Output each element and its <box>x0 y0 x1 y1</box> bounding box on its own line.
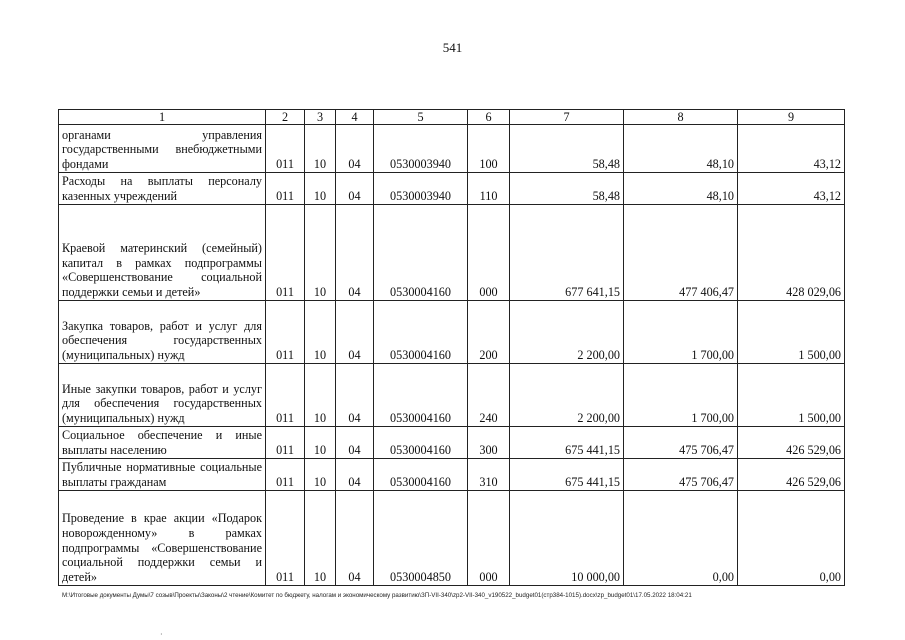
column-header-2: 2 <box>266 110 305 125</box>
budget-table <box>58 109 845 586</box>
cell-col2: 011 <box>266 427 305 459</box>
column-header-8: 8 <box>624 110 738 125</box>
cell-col4: 04 <box>336 301 374 364</box>
cell-col4: 04 <box>336 173 374 205</box>
cell-col6: 000 <box>468 491 510 586</box>
cell-col5: 0530004160 <box>374 301 468 364</box>
table-row <box>59 173 845 205</box>
cell-col8: 1 700,00 <box>624 364 738 427</box>
table-header-row <box>59 110 845 125</box>
cell-col2: 011 <box>266 459 305 491</box>
cell-col6: 110 <box>468 173 510 205</box>
column-header-4: 4 <box>336 110 374 125</box>
cell-col8: 1 700,00 <box>624 301 738 364</box>
cell-col9: 43,12 <box>738 173 845 205</box>
cell-col5: 0530004160 <box>374 364 468 427</box>
cell-col8: 475 706,47 <box>624 427 738 459</box>
cell-col9: 428 029,06 <box>738 205 845 301</box>
row-name: органами управления государственными внебюджетными фондами <box>59 125 266 173</box>
table-row <box>59 301 845 364</box>
cell-col4: 04 <box>336 364 374 427</box>
row-name: Социальное обеспечение и иные выплаты населению <box>59 427 266 459</box>
row-name: Краевой материнский (семейный) капитал в рамках подпрограммы «Совершенствование социальной поддержки семьи и детей» <box>59 205 266 301</box>
cell-col4: 04 <box>336 459 374 491</box>
cell-col8: 48,10 <box>624 125 738 173</box>
cell-col7: 58,48 <box>510 173 624 205</box>
cell-col7: 675 441,15 <box>510 459 624 491</box>
cell-col6: 100 <box>468 125 510 173</box>
cell-col4: 04 <box>336 125 374 173</box>
cell-col7: 2 200,00 <box>510 364 624 427</box>
cell-col3: 10 <box>305 301 336 364</box>
cell-col2: 011 <box>266 125 305 173</box>
cell-col2: 011 <box>266 205 305 301</box>
cell-col8: 477 406,47 <box>624 205 738 301</box>
cell-col6: 300 <box>468 427 510 459</box>
column-header-5: 5 <box>374 110 468 125</box>
cell-col9: 43,12 <box>738 125 845 173</box>
cell-col8: 48,10 <box>624 173 738 205</box>
cell-col8: 475 706,47 <box>624 459 738 491</box>
cell-col3: 10 <box>305 491 336 586</box>
cell-col2: 011 <box>266 491 305 586</box>
stray-mark: · <box>160 630 163 639</box>
cell-col5: 0530004160 <box>374 427 468 459</box>
row-name: Закупка товаров, работ и услуг для обеспечения государственных (муниципальных) нужд <box>59 301 266 364</box>
cell-col2: 011 <box>266 173 305 205</box>
cell-col9: 426 529,06 <box>738 459 845 491</box>
cell-col4: 04 <box>336 205 374 301</box>
cell-col3: 10 <box>305 205 336 301</box>
cell-col4: 04 <box>336 427 374 459</box>
cell-col4: 04 <box>336 491 374 586</box>
cell-col5: 0530004160 <box>374 459 468 491</box>
cell-col6: 240 <box>468 364 510 427</box>
table-row <box>59 427 845 459</box>
cell-col6: 310 <box>468 459 510 491</box>
cell-col7: 677 641,15 <box>510 205 624 301</box>
cell-col7: 675 441,15 <box>510 427 624 459</box>
cell-col3: 10 <box>305 125 336 173</box>
row-name: Расходы на выплаты персоналу казенных учреждений <box>59 173 266 205</box>
cell-col5: 0530003940 <box>374 173 468 205</box>
cell-col9: 1 500,00 <box>738 301 845 364</box>
cell-col9: 0,00 <box>738 491 845 586</box>
column-header-1: 1 <box>59 110 266 125</box>
cell-col7: 2 200,00 <box>510 301 624 364</box>
cell-col3: 10 <box>305 427 336 459</box>
row-name: Иные закупки товаров, работ и услуг для обеспечения государственных (муниципальных) нужд <box>59 364 266 427</box>
cell-col5: 0530003940 <box>374 125 468 173</box>
page-number: 541 <box>442 40 463 55</box>
table-row <box>59 459 845 491</box>
cell-col5: 0530004850 <box>374 491 468 586</box>
table-row <box>59 205 845 301</box>
cell-col7: 10 000,00 <box>510 491 624 586</box>
cell-col6: 000 <box>468 205 510 301</box>
cell-col7: 58,48 <box>510 125 624 173</box>
column-header-7: 7 <box>510 110 624 125</box>
cell-col3: 10 <box>305 173 336 205</box>
row-name: Публичные нормативные социальные выплаты гражданам <box>59 459 266 491</box>
cell-col2: 011 <box>266 301 305 364</box>
table-row <box>59 364 845 427</box>
cell-col3: 10 <box>305 364 336 427</box>
cell-col8: 0,00 <box>624 491 738 586</box>
cell-col3: 10 <box>305 459 336 491</box>
row-name: Проведение в крае акции «Подарок новорожденному» в рамках подпрограммы «Совершенствование социальной поддержки семьи и детей» <box>59 491 266 586</box>
column-header-3: 3 <box>305 110 336 125</box>
cell-col9: 426 529,06 <box>738 427 845 459</box>
document-path-footer: M:\Итоговые документы Думы\7 созыв\Проекты\Законы\2 чтение\Комитет по бюджету, налогам и экономическому развитию\ЗП-VII-340\zp2-VII-340_v190522_budget01(стр384-1015).docx\zp_budget01\17.05.2022 18:04:21 <box>62 592 692 599</box>
cell-col6: 200 <box>468 301 510 364</box>
cell-col2: 011 <box>266 364 305 427</box>
cell-col9: 1 500,00 <box>738 364 845 427</box>
table-row <box>59 491 845 586</box>
table-row <box>59 125 845 173</box>
cell-col5: 0530004160 <box>374 205 468 301</box>
column-header-9: 9 <box>738 110 845 125</box>
column-header-6: 6 <box>468 110 510 125</box>
